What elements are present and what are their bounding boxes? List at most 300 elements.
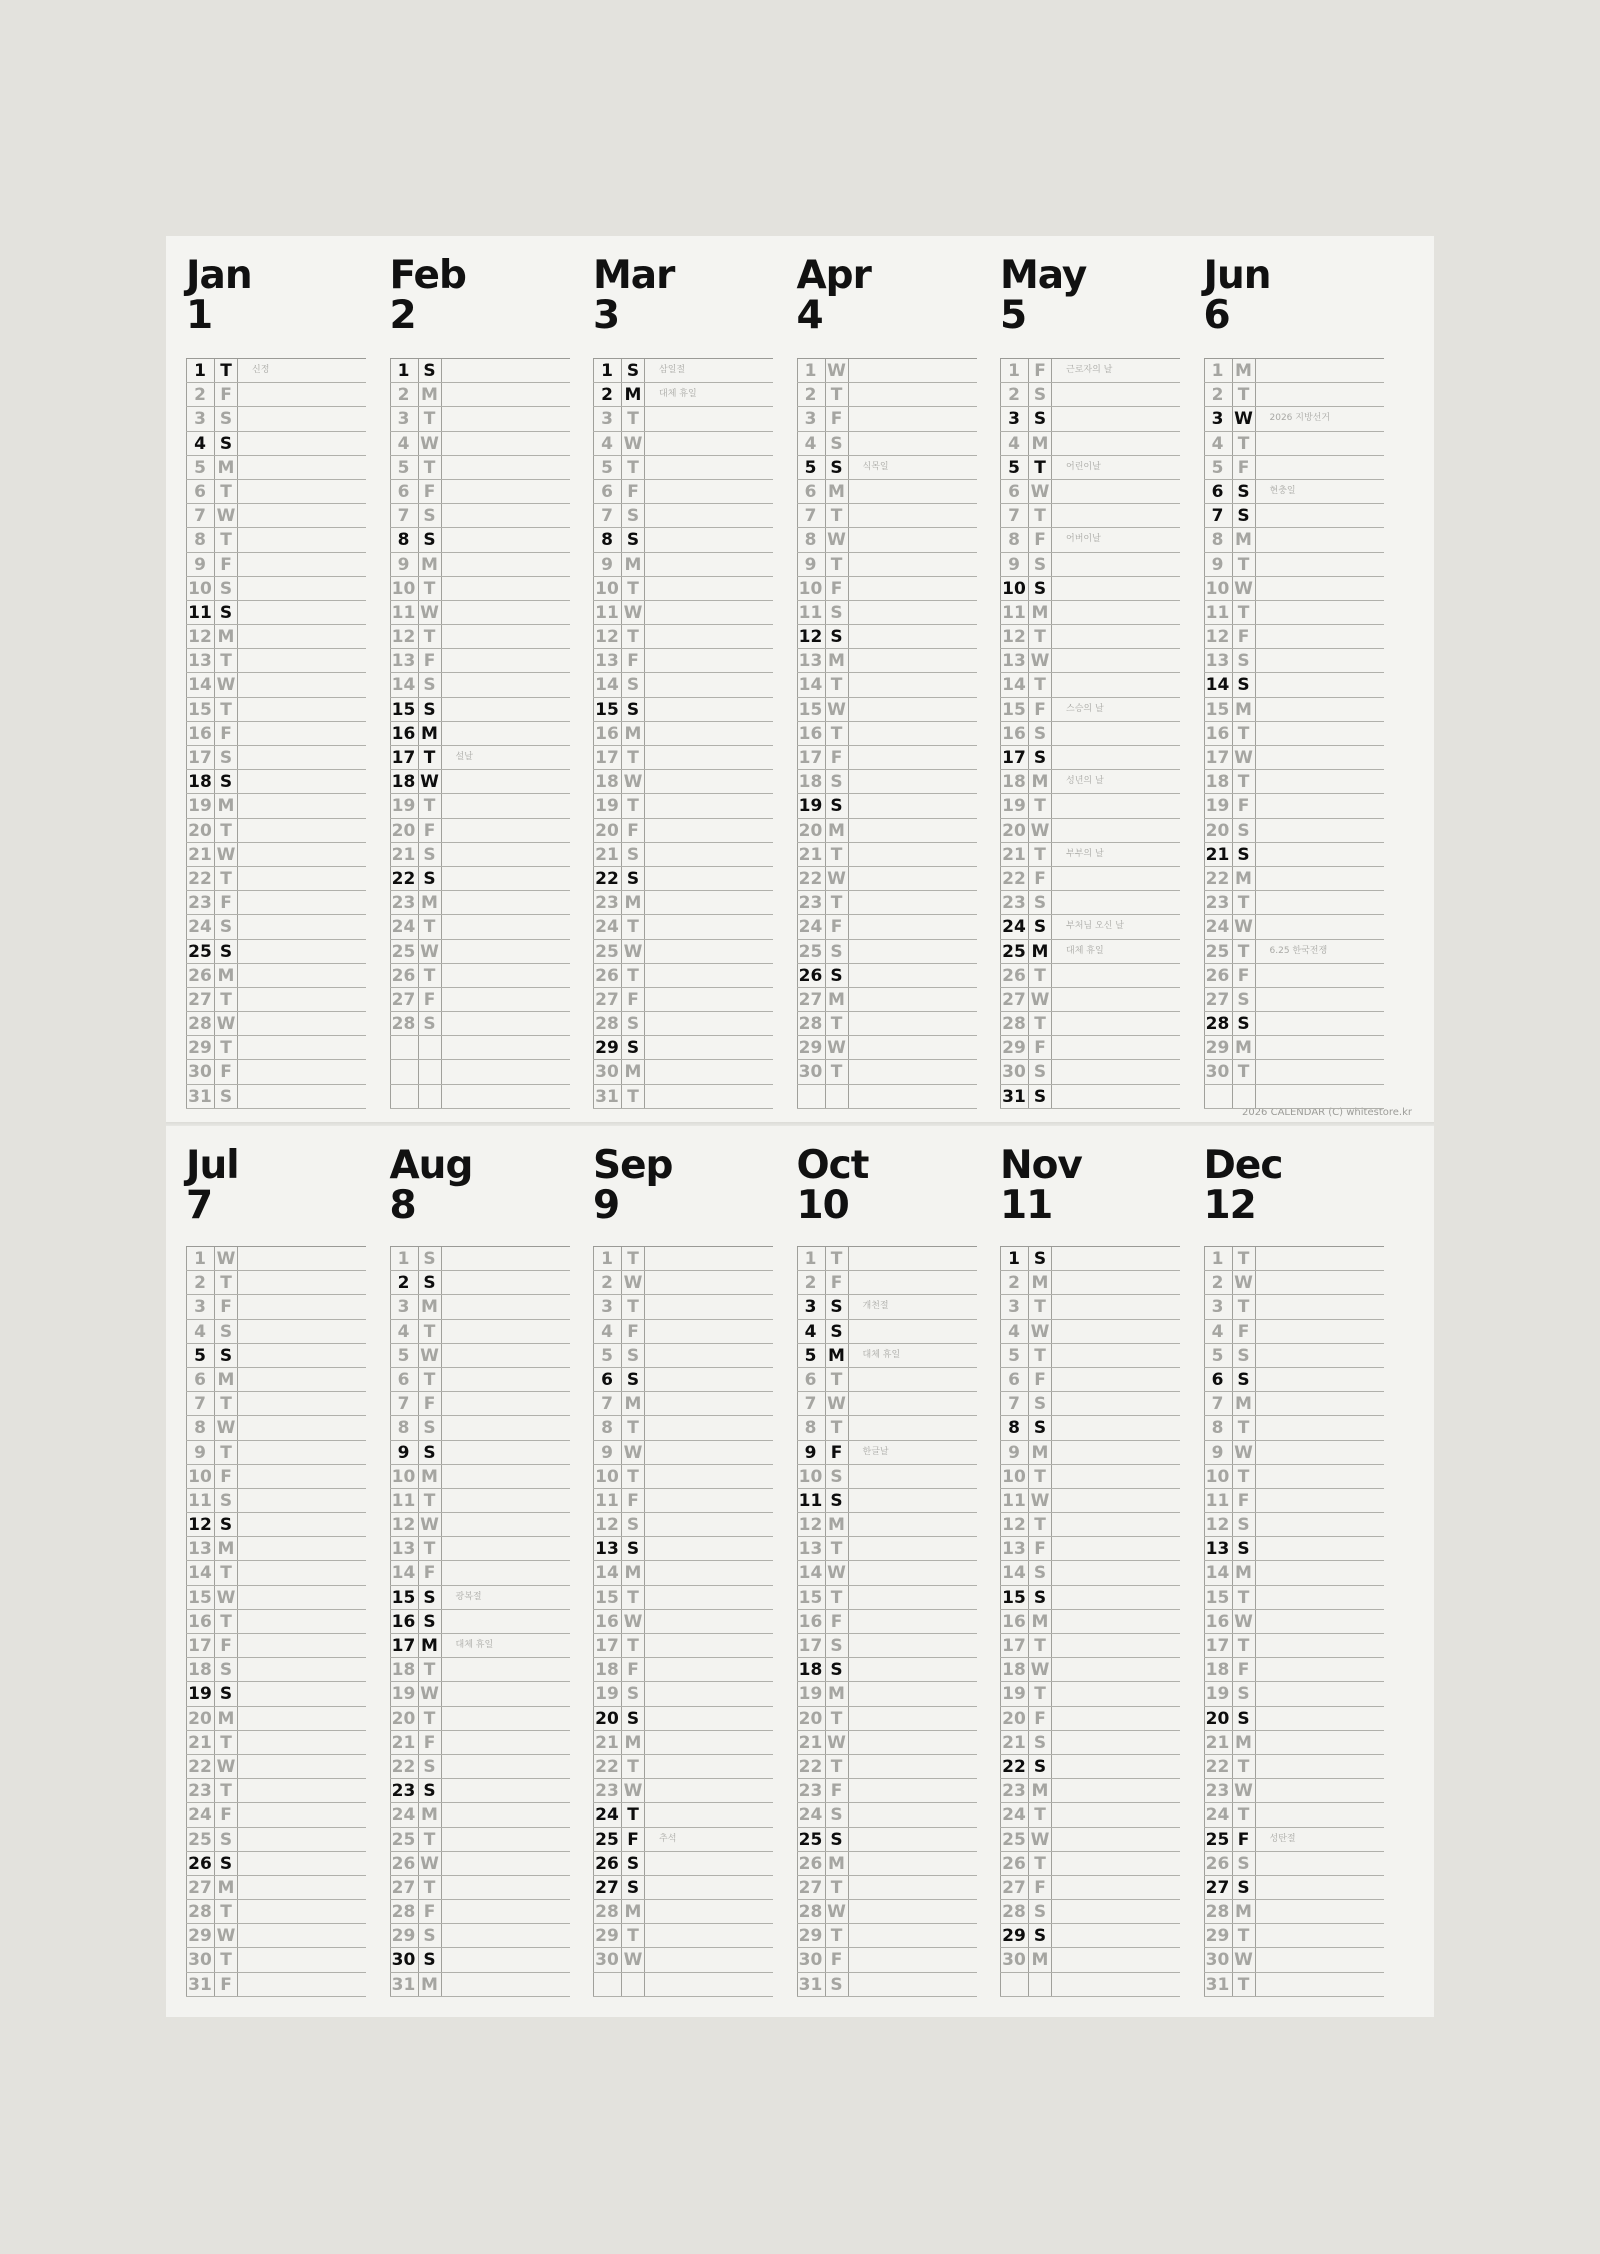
- day-row: [593, 383, 773, 407]
- day-row: [390, 722, 570, 746]
- day-number: 7: [194, 506, 206, 527]
- weekday-letter: T: [1237, 1466, 1250, 1487]
- weekday-letter: T: [830, 723, 843, 744]
- day-number: 25: [391, 941, 416, 962]
- weekday-letter: S: [1033, 1563, 1047, 1584]
- day-number: 13: [1205, 651, 1230, 672]
- day-number: 4: [601, 1321, 613, 1342]
- day-row: [1204, 407, 1384, 431]
- weekday-letter: T: [423, 748, 436, 768]
- weekday-letter: S: [1033, 385, 1047, 406]
- weekday-letter: T: [220, 481, 232, 502]
- day-number: 2: [601, 385, 613, 406]
- day-number: 23: [1002, 893, 1026, 914]
- day-number: 6: [194, 1369, 206, 1390]
- day-number: 19: [595, 1684, 619, 1705]
- day-row: [186, 1537, 366, 1561]
- day-row: [1204, 1416, 1384, 1440]
- holiday-note: 2026 지방선거: [1269, 413, 1331, 424]
- day-row: [1204, 1852, 1384, 1876]
- day-number: 18: [1205, 1660, 1230, 1681]
- day-row: [1000, 1271, 1180, 1295]
- day-number: 12: [798, 1515, 823, 1536]
- weekday-letter: W: [1030, 1829, 1050, 1850]
- day-row: [1000, 625, 1180, 649]
- day-row: [1204, 1973, 1384, 1997]
- day-row: [593, 456, 773, 480]
- month-number: 11: [1000, 1183, 1053, 1228]
- weekday-letter: S: [626, 1877, 640, 1898]
- day-number: 16: [188, 1611, 212, 1632]
- day-number: 8: [1211, 1418, 1224, 1439]
- day-row: [1000, 1489, 1180, 1513]
- weekday-letter: T: [627, 796, 639, 817]
- day-number: 6: [397, 481, 410, 502]
- day-row: [593, 1537, 773, 1561]
- day-row: [186, 1755, 366, 1779]
- weekday-letter: S: [423, 530, 436, 551]
- month-title: [186, 253, 252, 338]
- day-number: 30: [798, 1062, 823, 1083]
- day-number: 14: [1205, 675, 1230, 696]
- day-row: [1000, 456, 1180, 480]
- day-row: [390, 915, 570, 939]
- day-number: 28: [391, 1902, 416, 1923]
- day-number: 31: [391, 1974, 416, 1995]
- day-row: [1204, 1295, 1384, 1319]
- weekday-letter: S: [1237, 481, 1250, 502]
- holiday-note: 설날: [455, 752, 473, 762]
- day-number: 12: [1002, 1515, 1026, 1536]
- day-row: [1000, 1852, 1180, 1876]
- weekday-letter: T: [627, 917, 639, 938]
- day-number: 16: [798, 723, 823, 744]
- day-row: [1204, 456, 1384, 480]
- day-row: [1204, 383, 1384, 407]
- day-number: 17: [188, 748, 212, 768]
- weekday-letter: W: [420, 772, 439, 793]
- weekday-letter: T: [627, 1086, 639, 1107]
- day-row: [186, 1900, 366, 1924]
- day-row: [186, 673, 366, 697]
- day-number: 29: [595, 1038, 619, 1059]
- weekday-letter: T: [1034, 1466, 1046, 1487]
- day-number: 22: [595, 868, 619, 889]
- day-cell-border: [797, 1085, 825, 1108]
- weekday-letter: S: [1237, 1014, 1250, 1035]
- weekday-letter: S: [1033, 893, 1047, 914]
- day-number: 11: [798, 1490, 823, 1511]
- day-number: 30: [1002, 1950, 1026, 1971]
- day-row: [1204, 940, 1384, 964]
- day-row: [797, 1852, 977, 1876]
- weekday-letter: M: [1235, 530, 1252, 551]
- day-row: [1000, 1586, 1180, 1610]
- weekday-letter: M: [421, 1805, 438, 1826]
- weekday-letter: T: [830, 385, 843, 406]
- weekday-letter: T: [627, 457, 639, 478]
- weekday-letter: S: [1237, 1708, 1250, 1729]
- day-row: [186, 891, 366, 915]
- day-row: [1000, 1012, 1180, 1036]
- weekday-letter: W: [1030, 481, 1050, 502]
- day-number: 9: [601, 554, 613, 575]
- weekday-letter: T: [423, 965, 436, 986]
- day-number: 28: [1205, 1014, 1230, 1035]
- day-number: 15: [1205, 1587, 1230, 1608]
- weekday-letter: S: [626, 1345, 640, 1366]
- weekday-letter: F: [220, 1974, 232, 1995]
- day-number: 9: [1008, 1442, 1020, 1463]
- day-number: 15: [798, 1587, 823, 1608]
- day-row: [390, 359, 570, 383]
- day-row: [593, 1060, 773, 1084]
- weekday-letter: S: [1033, 1086, 1047, 1107]
- month-title: [1203, 253, 1271, 338]
- weekday-letter: T: [1034, 965, 1046, 986]
- day-row: [1204, 1876, 1384, 1900]
- weekday-letter: F: [220, 1466, 232, 1487]
- day-row: [186, 1489, 366, 1513]
- weekday-letter: S: [423, 1587, 436, 1608]
- weekday-letter: T: [423, 1490, 436, 1511]
- weekday-letter: S: [830, 1297, 843, 1318]
- weekday-letter: W: [216, 675, 236, 696]
- day-row: [1204, 1610, 1384, 1634]
- day-row: [1204, 1085, 1384, 1109]
- day-number: 25: [595, 1829, 619, 1850]
- day-row: [390, 1707, 570, 1731]
- day-number: 3: [1008, 1297, 1020, 1318]
- day-number: 25: [188, 941, 212, 962]
- weekday-letter: F: [220, 1297, 232, 1318]
- day-row: [1000, 1658, 1180, 1682]
- day-row: [390, 1392, 570, 1416]
- holiday-note: 스승의 날: [1066, 703, 1104, 714]
- day-row: [1000, 698, 1180, 722]
- day-row: [1000, 819, 1180, 843]
- weekday-letter: W: [1234, 1781, 1253, 1802]
- day-row: [390, 1755, 570, 1779]
- holiday-note: 대체 휴일: [659, 389, 697, 400]
- day-number: 21: [1205, 1732, 1230, 1753]
- weekday-letter: S: [1237, 1877, 1250, 1898]
- weekday-letter: M: [217, 965, 235, 986]
- day-list: [593, 358, 773, 1109]
- weekday-letter: T: [423, 578, 436, 599]
- day-row: [797, 1610, 977, 1634]
- day-row: [1204, 528, 1384, 552]
- day-number: 22: [798, 868, 823, 889]
- day-number: 12: [1002, 627, 1026, 648]
- day-number: 18: [1205, 772, 1230, 793]
- day-row: [390, 553, 570, 577]
- day-number: 21: [391, 844, 416, 865]
- day-number: 19: [1002, 1684, 1026, 1705]
- day-row: [1000, 867, 1180, 891]
- weekday-letter: F: [1237, 1660, 1250, 1681]
- weekday-letter: T: [220, 1038, 232, 1059]
- weekday-letter: W: [1030, 1490, 1050, 1511]
- day-number: 3: [804, 1297, 817, 1318]
- day-row: [186, 1924, 366, 1948]
- weekday-letter: F: [1034, 361, 1046, 381]
- day-number: 29: [798, 1038, 823, 1059]
- weekday-letter: S: [423, 1273, 436, 1294]
- weekday-letter: T: [220, 1950, 232, 1971]
- day-number: 12: [188, 627, 212, 648]
- day-number: 22: [1205, 1756, 1230, 1777]
- day-row: [1000, 1465, 1180, 1489]
- month-name: Apr: [796, 253, 871, 298]
- day-number: 15: [1002, 1587, 1026, 1608]
- weekday-letter: W: [623, 433, 643, 454]
- day-row: [1204, 988, 1384, 1012]
- day-row: [186, 722, 366, 746]
- day-row: [390, 794, 570, 818]
- day-row: [593, 1489, 773, 1513]
- weekday-letter: S: [1033, 748, 1047, 768]
- month-title: [1000, 253, 1087, 338]
- day-number: 27: [188, 989, 212, 1010]
- weekday-cell-border: [418, 1036, 442, 1059]
- day-row: [593, 359, 773, 383]
- day-row: [186, 1012, 366, 1036]
- day-number: 12: [1205, 627, 1230, 648]
- weekday-letter: T: [1237, 1062, 1250, 1083]
- weekday-letter: W: [623, 1611, 643, 1632]
- day-number: 9: [194, 1442, 206, 1463]
- day-row: [1000, 843, 1180, 867]
- weekday-letter: F: [830, 1781, 843, 1802]
- day-row: [797, 1876, 977, 1900]
- weekday-letter: S: [423, 675, 436, 696]
- weekday-letter: F: [627, 820, 639, 841]
- weekday-letter: T: [1237, 1756, 1250, 1777]
- weekday-letter: M: [217, 796, 235, 817]
- weekday-letter: W: [1234, 1611, 1253, 1632]
- month-name: Dec: [1203, 1143, 1283, 1188]
- day-number: 8: [194, 530, 206, 551]
- weekday-letter: W: [827, 868, 846, 889]
- day-row: [1000, 794, 1180, 818]
- weekday-letter: S: [1237, 1684, 1250, 1705]
- day-number: 18: [188, 1660, 212, 1681]
- day-number: 8: [397, 530, 410, 551]
- day-number: 2: [1211, 385, 1224, 406]
- day-number: 12: [391, 627, 416, 648]
- day-list: [390, 1246, 570, 1997]
- day-row: [1000, 1731, 1180, 1755]
- day-row: [186, 1586, 366, 1610]
- day-number: 21: [595, 844, 619, 865]
- day-number: 14: [188, 675, 212, 696]
- weekday-letter: T: [220, 361, 232, 381]
- day-row: [797, 1561, 977, 1585]
- day-number: 3: [397, 1297, 410, 1318]
- day-row: [1000, 1392, 1180, 1416]
- day-row: [1204, 1948, 1384, 1972]
- weekday-letter: F: [1237, 796, 1250, 817]
- day-row: [1000, 1320, 1180, 1344]
- month-title: [796, 253, 871, 338]
- day-number: 8: [601, 530, 613, 551]
- day-number: 20: [391, 1708, 416, 1729]
- day-row: [1204, 601, 1384, 625]
- weekday-letter: S: [1033, 1587, 1047, 1608]
- day-row: [797, 698, 977, 722]
- day-row: [186, 964, 366, 988]
- day-number: 30: [1205, 1062, 1230, 1083]
- weekday-letter: T: [423, 917, 436, 938]
- day-row: [797, 1803, 977, 1827]
- day-row: [186, 359, 366, 383]
- weekday-letter: F: [830, 1442, 843, 1463]
- day-number: 29: [188, 1926, 212, 1947]
- day-number: 18: [798, 1660, 823, 1681]
- day-row: [186, 1271, 366, 1295]
- weekday-letter: W: [1030, 1660, 1050, 1681]
- day-number: 19: [188, 1684, 212, 1705]
- day-number: 5: [804, 457, 817, 478]
- day-row: [797, 770, 977, 794]
- weekday-letter: W: [216, 1756, 236, 1777]
- day-row: [390, 698, 570, 722]
- day-row: [797, 915, 977, 939]
- day-number: 19: [391, 796, 416, 817]
- weekday-letter: W: [420, 602, 439, 623]
- day-row: [1204, 1900, 1384, 1924]
- day-number: 23: [798, 1781, 823, 1802]
- day-row: [1000, 1085, 1180, 1109]
- day-row: [797, 601, 977, 625]
- day-row: [186, 1852, 366, 1876]
- weekday-letter: S: [219, 1660, 233, 1681]
- day-number: 5: [601, 1345, 613, 1366]
- day-number: 1: [397, 1249, 410, 1269]
- month-title: [389, 253, 466, 338]
- weekday-letter: S: [830, 1490, 843, 1511]
- day-row: [593, 504, 773, 528]
- day-row: [1000, 1707, 1180, 1731]
- day-number: 14: [798, 1563, 823, 1584]
- day-row: [186, 577, 366, 601]
- weekday-letter: S: [1033, 578, 1047, 599]
- day-row: [1000, 1513, 1180, 1537]
- day-number: 29: [1205, 1926, 1230, 1947]
- day-row: [797, 480, 977, 504]
- weekday-letter: S: [626, 844, 640, 865]
- day-row: [390, 1924, 570, 1948]
- month-mar: [573, 236, 777, 1124]
- weekday-letter: S: [830, 457, 843, 478]
- day-row: [1000, 407, 1180, 431]
- weekday-letter: W: [623, 1273, 643, 1294]
- day-number: 10: [188, 1466, 212, 1487]
- day-number: 26: [391, 965, 416, 986]
- month-aug: [370, 1126, 574, 2017]
- weekday-letter: T: [1237, 723, 1250, 744]
- month-jul: [166, 1126, 370, 2017]
- day-row: [186, 698, 366, 722]
- day-row: [1204, 698, 1384, 722]
- day-number: 21: [1205, 844, 1230, 865]
- day-number: 15: [1205, 699, 1230, 720]
- day-number: 20: [1205, 820, 1230, 841]
- day-number: 1: [601, 1249, 613, 1269]
- day-row: [390, 1513, 570, 1537]
- day-number: 14: [1002, 1563, 1026, 1584]
- day-number: 27: [1205, 1877, 1230, 1898]
- day-row: [1204, 1537, 1384, 1561]
- month-title: [593, 253, 675, 338]
- weekday-letter: M: [624, 893, 642, 914]
- holiday-note: 신정: [252, 365, 270, 375]
- day-row: [593, 1465, 773, 1489]
- day-number: 21: [595, 1732, 619, 1753]
- day-number: 22: [1002, 868, 1026, 889]
- day-number: 17: [188, 1636, 212, 1656]
- day-number: 23: [391, 1781, 416, 1802]
- day-number: 8: [1211, 530, 1224, 551]
- weekday-letter: W: [216, 1249, 236, 1269]
- day-number: 27: [188, 1877, 212, 1898]
- day-number: 9: [1008, 554, 1020, 575]
- day-number: 30: [1002, 1062, 1026, 1083]
- day-row: [390, 1060, 570, 1084]
- weekday-letter: T: [1237, 1974, 1250, 1995]
- weekday-letter: S: [423, 1249, 436, 1269]
- weekday-letter: T: [1034, 506, 1046, 527]
- day-number: 25: [595, 941, 619, 962]
- day-number: 7: [194, 1394, 206, 1415]
- weekday-letter: T: [1034, 675, 1046, 696]
- day-row: [390, 649, 570, 673]
- day-number: 27: [1002, 1877, 1026, 1898]
- day-number: 22: [188, 1756, 212, 1777]
- weekday-letter: T: [627, 1636, 639, 1656]
- day-number: 21: [798, 844, 823, 865]
- day-number: 9: [1211, 554, 1224, 575]
- weekday-letter: S: [1237, 1853, 1250, 1874]
- day-number: 12: [188, 1515, 212, 1536]
- day-number: 10: [391, 1466, 416, 1487]
- day-row: [390, 1973, 570, 1997]
- day-row: [593, 698, 773, 722]
- weekday-letter: M: [1031, 772, 1049, 793]
- day-row: [1204, 1489, 1384, 1513]
- day-number: 13: [1205, 1539, 1230, 1560]
- weekday-letter: M: [624, 1902, 642, 1923]
- day-row: [390, 407, 570, 431]
- day-row: [1000, 1973, 1180, 1997]
- day-row: [186, 770, 366, 794]
- day-number: 29: [391, 1926, 416, 1947]
- day-row: [1000, 1036, 1180, 1060]
- holiday-note: 근로자의 날: [1066, 365, 1113, 375]
- day-row: [1204, 1828, 1384, 1852]
- day-row: [390, 1085, 570, 1109]
- day-row: [186, 553, 366, 577]
- day-row: [1204, 1271, 1384, 1295]
- day-number: 31: [595, 1086, 619, 1107]
- day-row: [1000, 891, 1180, 915]
- day-number: 30: [1205, 1950, 1230, 1971]
- weekday-letter: T: [1237, 941, 1250, 962]
- weekday-letter: W: [1030, 820, 1050, 841]
- day-row: [797, 432, 977, 456]
- weekday-letter: T: [1237, 893, 1250, 914]
